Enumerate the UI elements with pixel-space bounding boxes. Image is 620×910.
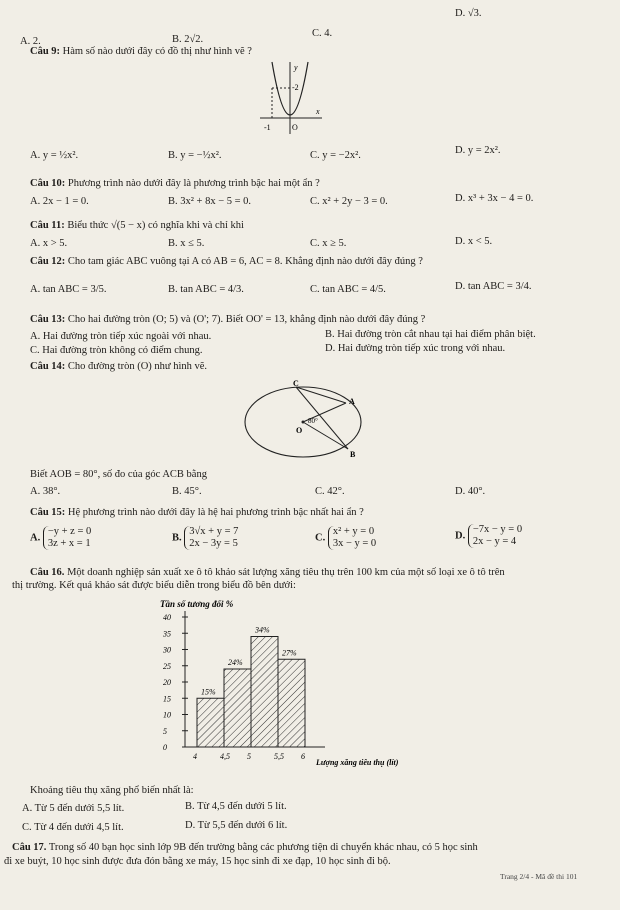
q10-question: Câu 10: Phương trình nào dưới đây là phương trình bậc hai một ẩn ?: [30, 178, 320, 189]
q10-option-d: D. x³ + 3x − 4 = 0.: [455, 193, 534, 204]
q17-question: Câu 17. Trong số 40 bạn học sinh lớp 9B đến trường bằng các phương tiện di chuyển khác nhau, có 5 học sinh: [12, 842, 478, 853]
q15-question: Câu 15: Hệ phương trình nào dưới đây là hệ hai phương trình bậc nhất hai ẩn ?: [30, 507, 364, 518]
q14-circle-figure: [238, 377, 378, 463]
q8-option-b: B. 2√2.: [172, 34, 204, 45]
q8-option-c: C. 4.: [312, 28, 333, 39]
q16-bar-chart: [130, 595, 470, 773]
q14-option-b: B. 45°.: [172, 486, 202, 497]
q16-subquestion: Khoảng tiêu thụ xăng phổ biến nhất là:: [30, 785, 194, 796]
q9-x-label: x: [316, 107, 320, 116]
q16-option-d: D. Từ 5,5 đến dưới 6 lít.: [185, 820, 288, 831]
q14-option-d: D. 40°.: [455, 486, 486, 497]
q16-question-line2: thị trường. Kết quả khảo sát được biểu diễn trong biểu đồ bên dưới:: [12, 580, 296, 591]
q14-option-a: A. 38°.: [30, 486, 61, 497]
q9-option-d: D. y = 2x².: [455, 145, 501, 156]
page-footer: Trang 2/4 - Mã đề thi 101: [500, 872, 578, 881]
q8-option-a: A. 2.: [20, 36, 41, 47]
q12-option-a: A. tan ABC = 3/5.: [30, 284, 107, 295]
q15-option-d: D. −7x − y = 0 2x − y = 4: [455, 524, 523, 547]
chart-bar: [278, 659, 305, 747]
q8-option-d: D. √3.: [455, 8, 482, 19]
chart-data-label: 34%: [255, 625, 270, 635]
chart-data-label: 24%: [228, 658, 243, 667]
q13-option-d: D. Hai đường tròn tiếp xúc trong với nhau.: [325, 343, 506, 354]
chart-y-tick-label: 0: [163, 743, 167, 752]
q16-option-c: C. Từ 4 đến dưới 4,5 lít.: [22, 822, 124, 833]
q13-question: Câu 13: Cho hai đường tròn (O; 5) và (O'; 7). Biết OO' = 13, khẳng định nào dưới đây đúng ?: [30, 314, 426, 325]
q9-value-x: -1: [264, 123, 271, 132]
chart-y-tick-label: 20: [163, 678, 171, 687]
q9-question: Câu 9: Hàm số nào dưới đây có đồ thị như hình vẽ ?: [30, 46, 252, 57]
q17-question-line2: đi xe buýt, 10 học sinh được đưa đón bằng xe máy, 15 học sinh đi xe đạp, 10 học sinh đi bộ.: [4, 856, 391, 867]
q14-option-c: C. 42°.: [315, 486, 345, 497]
chart-bar: [224, 669, 251, 747]
chart-x-tick-label: 6: [301, 752, 305, 761]
chart-x-tick-label: 4: [193, 752, 197, 761]
q14-point-o: O: [296, 426, 303, 435]
q12-option-b: B. tan ABC = 4/3.: [168, 284, 244, 295]
q11-option-a: A. x > 5.: [30, 238, 68, 249]
q15-option-b: B. 3√x + y = 7 2x − 3y = 5: [172, 526, 239, 549]
q9-origin: O: [292, 123, 298, 132]
q12-question: Câu 12: Cho tam giác ABC vuông tại A có AB = 6, AC = 8. Khẳng định nào dưới đây đúng ?: [30, 256, 423, 267]
q9-value-y: -2: [292, 83, 299, 92]
q9-option-a: A. y = ½x².: [30, 150, 79, 161]
q15-option-a: A. −y + z = 0 3z + x = 1: [30, 526, 92, 549]
q16-question: Câu 16. Một doanh nghiệp sản xuất xe ô tô khảo sát lượng xăng tiêu thụ trên 100 km của một số loại xe ô tô trên: [30, 567, 505, 578]
chart-data-label: 27%: [282, 648, 297, 658]
q13-option-c: C. Hai đường tròn không có điểm chung.: [30, 345, 203, 356]
q14-given: Biết AOB = 80°, số đo của góc ACB bằng: [30, 469, 207, 480]
chart-y-tick-label: 15: [163, 694, 171, 704]
q10-option-b: B. 3x² + 8x − 5 = 0.: [168, 196, 252, 207]
chart-y-tick-label: 25: [163, 661, 171, 671]
q16-option-a: A. Từ 5 đến dưới 5,5 lít.: [22, 803, 125, 814]
q14-point-c: C: [293, 379, 299, 388]
chart-y-tick-label: 5: [163, 726, 167, 736]
q11-option-c: C. x ≥ 5.: [310, 238, 347, 249]
chart-x-tick-label: 5,5: [274, 752, 284, 761]
chart-bar: [197, 698, 224, 747]
chart-x-tick-label: 5: [247, 752, 251, 761]
q9-option-c: C. y = −2x².: [310, 150, 361, 161]
q12-option-d: D. tan ABC = 3/4.: [455, 281, 532, 292]
chart-x-tick-label: 4,5: [220, 752, 230, 761]
q13-option-b: B. Hai đường tròn cắt nhau tại hai điểm phân biệt.: [325, 329, 536, 340]
chart-y-tick-label: 40: [163, 613, 171, 622]
chart-y-tick-label: 30: [163, 645, 171, 655]
q13-option-a: A. Hai đường tròn tiếp xúc ngoài với nhau.: [30, 331, 212, 342]
q9-y-label: y: [294, 63, 298, 72]
q9-parabola-graph: [250, 58, 325, 138]
chart-y-tick-label: 35: [163, 629, 171, 639]
q11-option-d: D. x < 5.: [455, 236, 493, 247]
q11-question: Câu 11: Biểu thức √(5 − x) có nghĩa khi và chỉ khi: [30, 220, 244, 231]
q10-option-c: C. x² + 2y − 3 = 0.: [310, 196, 388, 207]
chart-y-tick-label: 10: [163, 710, 171, 720]
q14-question: Câu 14: Cho đường tròn (O) như hình vẽ.: [30, 361, 208, 372]
q10-option-a: A. 2x − 1 = 0.: [30, 196, 89, 207]
q9-option-b: B. y = −½x².: [168, 150, 222, 161]
q14-angle-label: 80°: [308, 417, 318, 425]
chart-bar: [251, 637, 278, 748]
q14-point-a: A: [349, 397, 355, 406]
q15-option-c: C. x² + y = 0 3x − y = 0: [315, 526, 377, 549]
chart-x-axis-label: Lượng xăng tiêu thụ (lít): [316, 758, 399, 767]
q16-option-b: B. Từ 4,5 đến dưới 5 lít.: [185, 801, 287, 812]
q11-option-b: B. x ≤ 5.: [168, 238, 205, 249]
chart-title: Tần số tương đối %: [160, 599, 234, 609]
q12-option-c: C. tan ABC = 4/5.: [310, 284, 386, 295]
q14-point-b: B: [350, 450, 356, 459]
chart-data-label: 15%: [201, 687, 216, 697]
